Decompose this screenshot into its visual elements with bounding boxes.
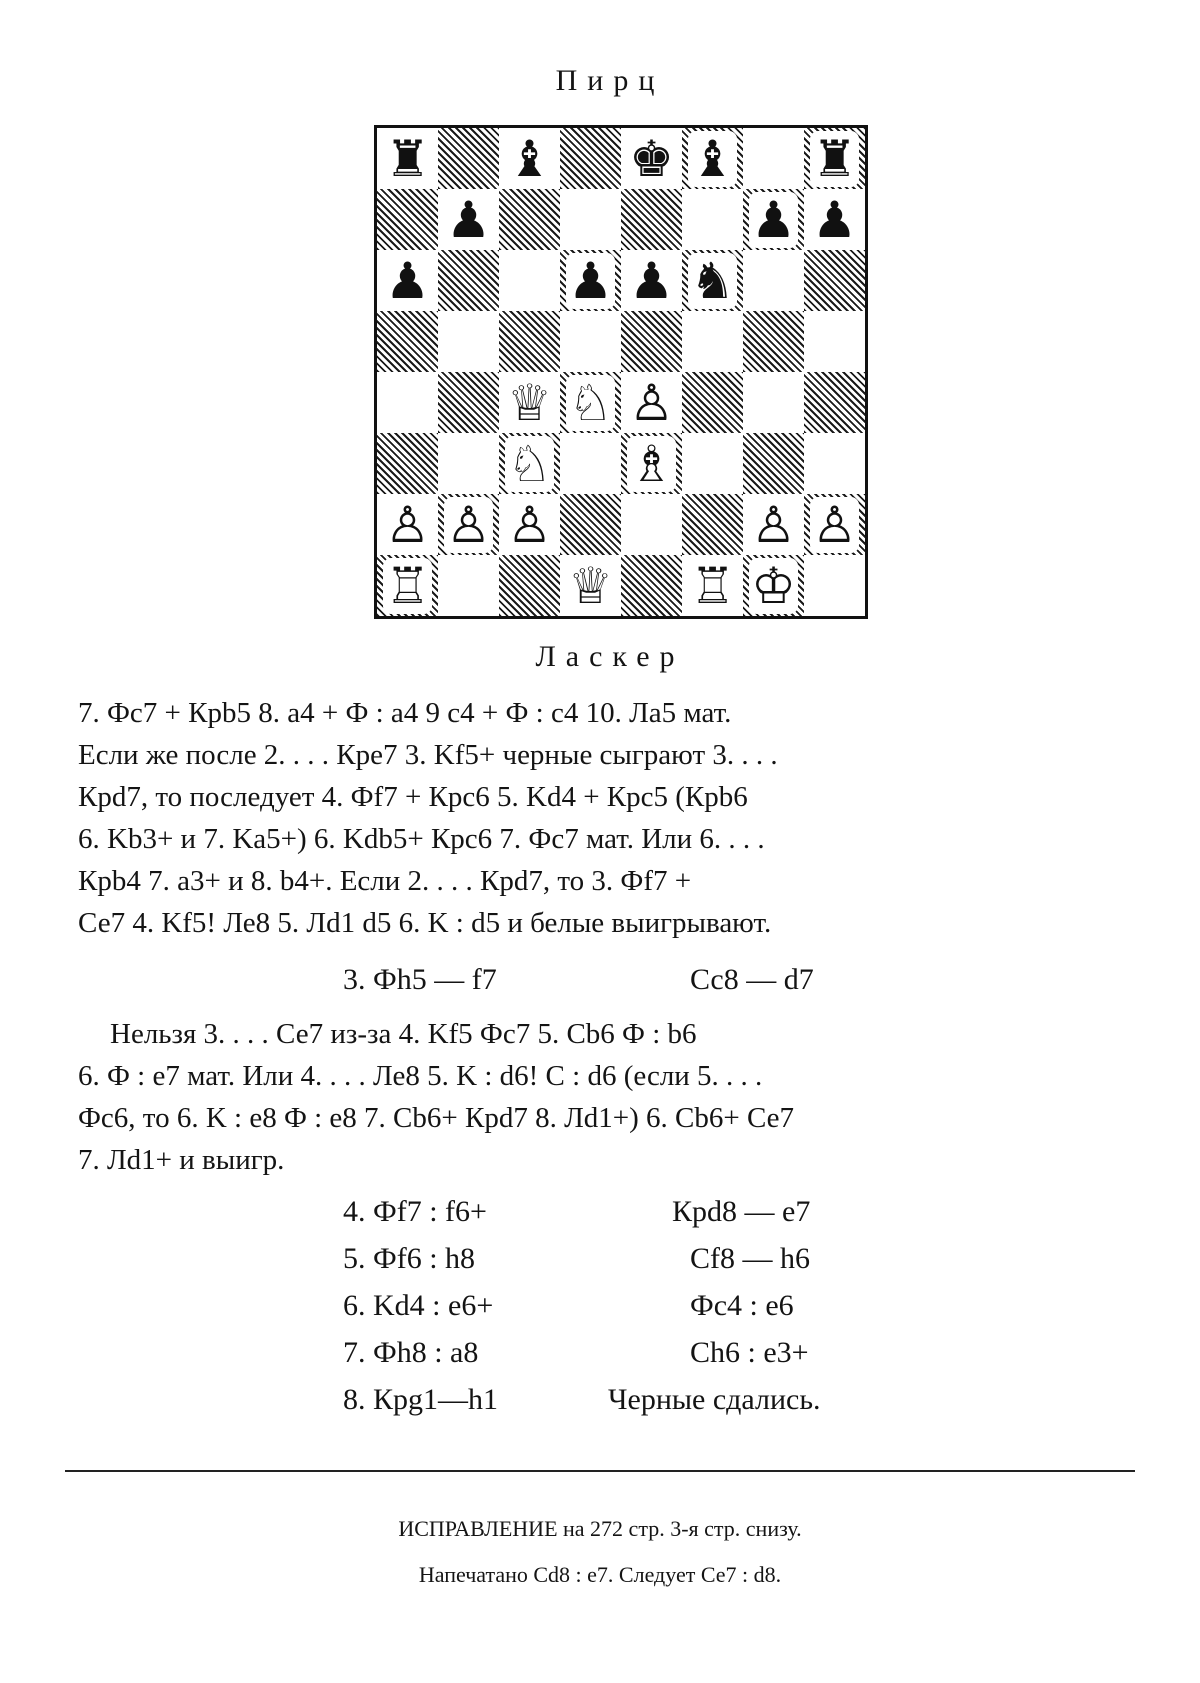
black-bishop-icon: ♝ <box>507 129 552 188</box>
board-square <box>621 250 682 311</box>
white-pawn-icon: ♙ <box>812 495 857 554</box>
board-square <box>743 311 804 372</box>
black-king-icon: ♚ <box>629 129 674 188</box>
black-pawn-icon: ♟ <box>629 251 674 310</box>
board-square <box>499 433 560 494</box>
text-line: 7. Фс7 + Крb5 8. a4 + Ф : a4 9 c4 + Ф : c4 10. Лa5 мат. <box>78 697 732 729</box>
board-square <box>438 128 499 189</box>
white-king-icon: ♔ <box>751 556 796 615</box>
board-square <box>377 494 438 555</box>
board-square <box>804 128 865 189</box>
black-pawn-icon: ♟ <box>751 190 796 249</box>
text-line: 6. Kb3+ и 7. Ka5+) 6. Kdb5+ Крс6 7. Фс7 мат. Или 6. . . . <box>78 823 765 855</box>
board-square <box>499 189 560 250</box>
board-square <box>377 433 438 494</box>
board-square <box>621 311 682 372</box>
board-square <box>560 433 621 494</box>
move-black: Фс4 : e6 <box>690 1289 794 1322</box>
white-rook-icon: ♖ <box>690 556 735 615</box>
board-square <box>682 555 743 616</box>
board-square <box>499 555 560 616</box>
board-square <box>438 189 499 250</box>
board-square <box>377 250 438 311</box>
correction-line-1: ИСПРАВЛЕНИЕ на 272 стр. 3-я стр. снизу. <box>398 1516 802 1541</box>
board-square <box>377 189 438 250</box>
board-square <box>804 555 865 616</box>
board-square <box>377 555 438 616</box>
text-line: Нельзя 3. . . . Се7 из-за 4. Kf5 Фс7 5. Cb6 Ф : b6 <box>110 1018 697 1050</box>
board-square <box>682 433 743 494</box>
board-square <box>682 372 743 433</box>
annotation-paragraph-2 <box>78 1013 1148 1181</box>
board-square <box>804 250 865 311</box>
board-square <box>804 494 865 555</box>
board-square <box>682 311 743 372</box>
correction-line-2: Напечатано Cd8 : e7. Следует Се7 : d8. <box>418 1562 782 1587</box>
move-white: 4. Фf7 : f6+ <box>343 1195 487 1228</box>
white-bishop-icon: ♗ <box>629 434 674 493</box>
white-queen-icon: ♕ <box>568 556 613 615</box>
black-bishop-icon: ♝ <box>690 129 735 188</box>
text-line: Крd7, то последует 4. Фf7 + Крс6 5. Kd4 + Крс5 (Крb6 <box>78 781 748 813</box>
black-pawn-icon: ♟ <box>385 251 430 310</box>
board-square <box>499 250 560 311</box>
board-square <box>621 372 682 433</box>
board-square <box>560 311 621 372</box>
move-3-black: Сс8 — d7 <box>690 963 814 996</box>
board-square <box>621 433 682 494</box>
board-square <box>682 128 743 189</box>
white-pawn-icon: ♙ <box>385 495 430 554</box>
black-pawn-icon: ♟ <box>446 190 491 249</box>
black-pawn-icon: ♟ <box>568 251 613 310</box>
move-black: Черные сдались. <box>608 1383 821 1416</box>
board-square <box>743 555 804 616</box>
board-square <box>560 128 621 189</box>
white-pawn-icon: ♙ <box>507 495 552 554</box>
board-square <box>804 189 865 250</box>
board-square <box>499 128 560 189</box>
board-square <box>438 372 499 433</box>
board-square <box>560 494 621 555</box>
board-square <box>621 494 682 555</box>
board-square <box>560 250 621 311</box>
board-square <box>438 311 499 372</box>
annotation-paragraph-1 <box>78 692 1148 944</box>
move-white: 6. Kd4 : e6+ <box>343 1289 494 1322</box>
move-black: Ch6 : e3+ <box>690 1336 809 1369</box>
board-square <box>499 372 560 433</box>
board-square <box>682 494 743 555</box>
black-pawn-icon: ♟ <box>812 190 857 249</box>
board-square <box>743 433 804 494</box>
white-rook-icon: ♖ <box>385 556 430 615</box>
board-square <box>804 311 865 372</box>
board-square <box>682 250 743 311</box>
board-square <box>743 494 804 555</box>
black-knight-icon: ♞ <box>690 251 735 310</box>
move-black: Крd8 — e7 <box>672 1195 811 1228</box>
board-square <box>377 372 438 433</box>
board-square <box>560 555 621 616</box>
board-square <box>438 250 499 311</box>
board-square <box>438 433 499 494</box>
move-white: 8. Крg1—h1 <box>343 1383 499 1416</box>
board-square <box>743 189 804 250</box>
move-black: Cf8 — h6 <box>690 1242 810 1275</box>
white-pawn-icon: ♙ <box>629 373 674 432</box>
board-square <box>499 311 560 372</box>
board-square <box>804 433 865 494</box>
board-square <box>743 372 804 433</box>
text-line: 6. Ф : e7 мат. Или 4. . . . Ле8 5. K : d6! C : d6 (если 5. . . . <box>78 1060 763 1092</box>
black-rook-icon: ♜ <box>385 129 430 188</box>
move-white: 5. Фf6 : h8 <box>343 1242 476 1275</box>
black-rook-icon: ♜ <box>812 129 857 188</box>
move-3-white: 3. Фh5 — f7 <box>343 963 497 996</box>
board-square <box>621 189 682 250</box>
board-square <box>560 189 621 250</box>
board-square <box>743 128 804 189</box>
board-square <box>621 128 682 189</box>
white-pawn-icon: ♙ <box>446 495 491 554</box>
bottom-player-name: Ласкер <box>535 640 685 673</box>
white-knight-icon: ♘ <box>507 434 552 493</box>
board-square <box>438 555 499 616</box>
board-square <box>377 128 438 189</box>
text-line: Если же после 2. . . . Кре7 3. Kf5+ черные сыграют 3. . . . <box>78 739 778 771</box>
divider <box>65 1470 1135 1472</box>
move-white: 7. Фh8 : a8 <box>343 1336 479 1369</box>
chess-board <box>374 125 868 619</box>
text-line: Се7 4. Kf5! Ле8 5. Лd1 d5 6. K : d5 и белые выигрывают. <box>78 907 772 939</box>
board-square <box>499 494 560 555</box>
board-square <box>804 372 865 433</box>
board-square <box>682 189 743 250</box>
text-line: Фс6, то 6. K : e8 Ф : e8 7. Cb6+ Крd7 8. Лd1+) 6. Cb6+ Се7 <box>78 1102 795 1134</box>
white-knight-icon: ♘ <box>568 373 613 432</box>
board-square <box>743 250 804 311</box>
white-queen-icon: ♕ <box>507 373 552 432</box>
board-square <box>377 311 438 372</box>
board-square <box>560 372 621 433</box>
top-player-name: Пирц <box>555 64 665 97</box>
board-square <box>438 494 499 555</box>
board-square <box>621 555 682 616</box>
text-line: Крb4 7. a3+ и 8. b4+. Если 2. . . . Крd7, то 3. Фf7 + <box>78 865 692 897</box>
text-line: 7. Лd1+ и выигр. <box>78 1144 285 1176</box>
white-pawn-icon: ♙ <box>751 495 796 554</box>
